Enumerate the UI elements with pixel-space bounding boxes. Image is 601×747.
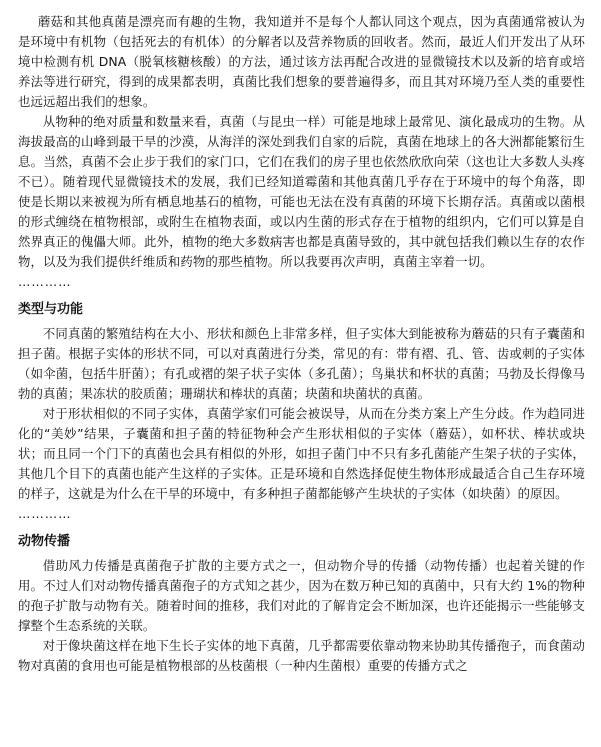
intro-paragraph: 蘑菇和其他真菌是漂亮而有趣的生物，我知道并不是每个人都认同这个观点，因为真菌通常被认为是环境中有机物（包括死去的有机体）的分解者以及营养物质的回收者。然而，最近人们开发出了从环境中检测有机 DNA（脱氧核糖核酸）的方法，通过该方法再配合改进的显微镜技术以及新的培育或培养法等进行研究，得到的成果都表明，真菌比我们想象的要普遍得多，而且其对环境乃至人类的重要性也远远超出我们的想象。 <box>18 14 585 109</box>
section-paragraph: 不同真菌的繁殖结构在大小、形状和颜色上非常多样，但子实体大到能被称为蘑菇的只有子囊菌和担子菌。根据子实体的形状不同，可以对真菌进行分类，常见的有：带有褶、孔、管、齿或刺的子实体（如伞菌，包括牛肝菌）；有孔或褶的架子状子实体（多孔菌）；鸟巢状和杯状的真菌；马勃及长得像马勃的真菌；果冻状的胶质菌；珊瑚状和棒状的真菌；块菌和块菌状的真菌。 <box>18 326 585 401</box>
ellipsis-separator: ………… <box>18 506 72 521</box>
ellipsis-separator: ………… <box>18 274 72 289</box>
document-page <box>18 12 585 676</box>
section-paragraph: 借助风力传播是真菌孢子扩散的主要方式之一，但动物介导的传播（动物传播）也起着关键的作用。不过人们对动物传播真菌孢子的方式知之甚少，因为在数万种已知的真菌中，只有大约 1%的物种的孢子扩散与动物有关。随着时间的推移，我们对此的了解肯定会不断加深，也许还能揭示一些能够支撑整个生态系统的关联。 <box>18 558 585 633</box>
section-heading-animal-dispersal: 动物传播 <box>18 534 71 549</box>
section-paragraph: 对于像块菌这样在地下生长子实体的地下真菌，几乎都需要依靠动物来协助其传播孢子，而食菌动物对真菌的食用也可能是植物根部的丛枝菌根（一种内生菌根）重要的传播方式之 <box>18 638 585 673</box>
section-paragraph: 对于形状相似的不同子实体，真菌学家们可能会被误导，从而在分类方案上产生分歧。作为趋同进化的“美妙”结果，子囊菌和担子菌的特征物种会产生形状相似的子实体（蘑菇），如杯状、棒状或块状；而且同一个门下的真菌也会具有相似的外形，如担子菌门中不只有多孔菌能产生架子状的子实体，其他几个目下的真菌也能产生这样的子实体。正是环境和自然选择促使生物体形成最适合自己生存环境的样子，这就是为什么在干旱的环境中，有多种担子菌都能够产生块状的子实体（如块菌）的原因。 <box>18 406 585 501</box>
section-heading-types: 类型与功能 <box>18 302 84 317</box>
intro-paragraph: 从物种的绝对质量和数量来看，真菌（与昆虫一样）可能是地球上最常见、演化最成功的生物。从海拔最高的山峰到最干旱的沙漠，从海洋的深处到我们自家的后院，真菌在地球上的各大洲都能繁衍生息。当然，真菌不会止步于我们的家门口，它们在我们的房子里也依然欣欣向荣（这也让大多数人头疼不已）。随着现代显微镜技术的发展，我们已经知道霉菌和其他真菌几乎存在于环境中的每个角落，即使是长期以来被视为所有栖息地基石的植物，可能也无法在没有真菌的环境下长期存活。真菌或以菌根的形式缠绕在植物根部，或附生在植物表面，或以内生菌的形式存在于植物的组织内，它们可以算是自然界真正的傀儡大师。此外，植物的绝大多数病害也都是真菌导致的，其中就包括我们赖以生存的农作物，以及为我们提供纤维质和药物的那些植物。所以我要再次声明，真菌主宰着一切。 <box>18 114 585 269</box>
